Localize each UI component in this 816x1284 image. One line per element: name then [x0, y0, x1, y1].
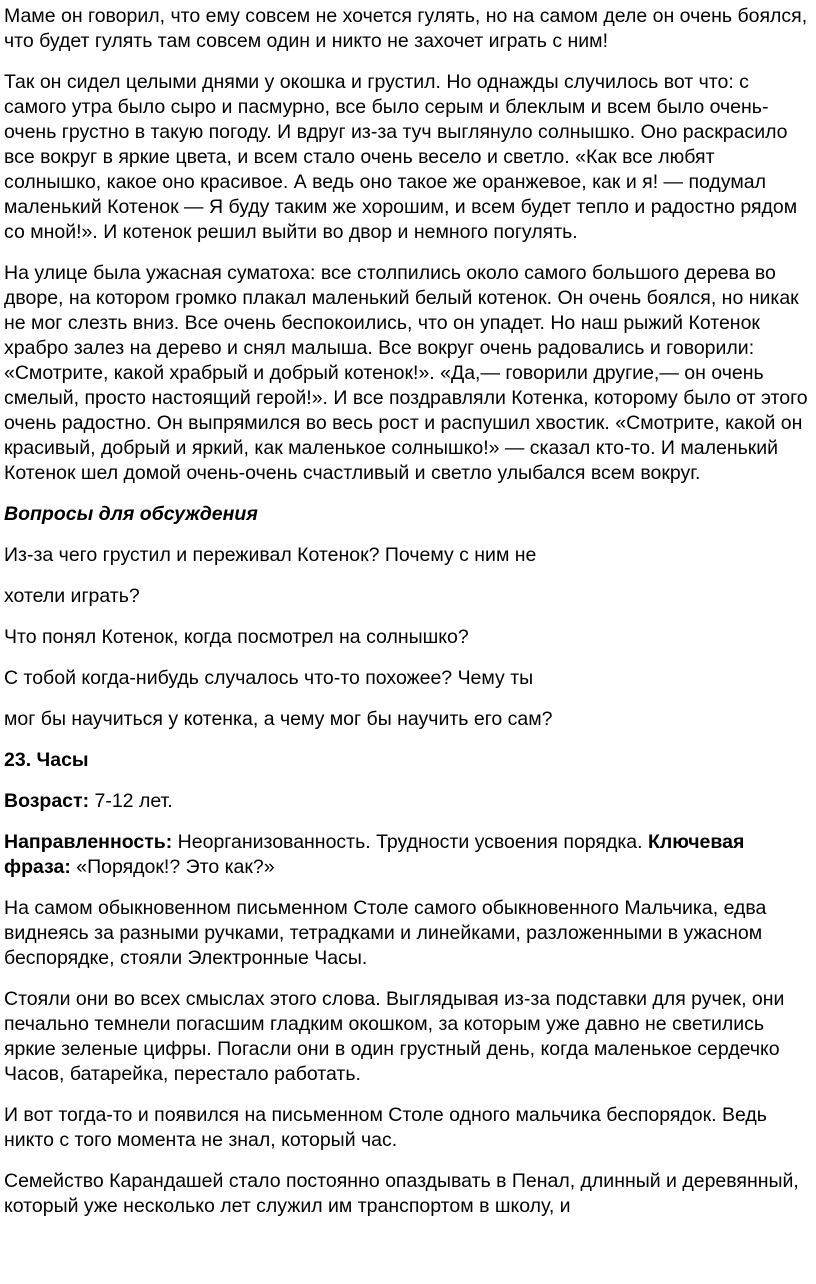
story-paragraph: Семейство Карандашей стало постоянно опаздывать в Пенал, длинный и деревянный, который уже несколько лет служил им транспортом в школу, и: [4, 1170, 799, 1217]
question-line: мог бы научиться у котенка, а чему мог бы научить его сам?: [4, 708, 553, 730]
story-paragraph: И вот тогда-то и появился на письменном Столе одного мальчика беспорядок. Ведь никто с того момента не знал, который час.: [4, 1104, 767, 1151]
age-label: Возраст:: [4, 790, 90, 812]
question-line: хотели играть?: [4, 585, 140, 607]
questions-heading: Вопросы для обсуждения: [4, 503, 258, 525]
section-title: [4, 748, 808, 773]
paragraph: Маме он говорил, что ему совсем не хочется гулять, но на самом деле он очень боялся, что будет гулять там совсем один и никто не захочет играть с ним!: [4, 5, 808, 52]
question-line: С тобой когда-нибудь случалось что-то похожее? Чему ты: [4, 667, 534, 689]
key-phrase-value: «Порядок!? Это как?»: [70, 856, 275, 878]
age-value: 7-12 лет.: [89, 790, 173, 812]
question-line: Из-за чего грустил и переживал Котенок? Почему с ним не: [4, 544, 537, 566]
focus-label: Направленность:: [4, 831, 173, 853]
focus-line: [4, 830, 808, 880]
age-line: [4, 789, 808, 814]
paragraph: Так он сидел целыми днями у окошка и грустил. Но однажды случилось вот что: с самого утра было сыро и пасмурно, все было серым и блеклым и всем было очень-очень грустно в такую погоду. И вдруг из-за туч выглянуло солнышко. Оно раскрасило все вокруг в яркие цвета, и всем стало очень весело и светло. «Как все любят солнышко, какое оно красивое. А ведь оно такое же оранжевое, как и я! — подумал маленький Котенок — Я буду таким же хорошим, и всем будет тепло и радостно рядом со мной!». И котенок решил выйти во двор и немного погулять.: [4, 71, 798, 243]
focus-value: Неорганизованность. Трудности усвоения порядка.: [172, 831, 648, 853]
story-paragraph: На самом обыкновенном письменном Столе самого обыкновенного Мальчика, едва виднеясь за разными ручками, тетрадками и линейками, разложенными в ужасном беспорядке, стояли Электронные Часы.: [4, 897, 767, 969]
key-phrase-label: Ключевая фраза:: [4, 831, 745, 878]
question-line: Что понял Котенок, когда посмотрел на солнышко?: [4, 626, 469, 648]
story-paragraph: Стояли они во всех смыслах этого слова. Выглядывая из-за подставки для ручек, они печально темнели погасшим гладким окошком, за которым уже давно не светились яркие зеленые цифры. Погасли они в один грустный день, когда маленькое сердечко Часов, батарейка, перестало работать.: [4, 988, 785, 1085]
paragraph: На улице была ужасная суматоха: все столпились около самого большого дерева во дворе, на котором громко плакал маленький белый котенок. Он очень боялся, но никак не мог слезть вниз. Все очень беспокоились, что он упадет. Но наш рыжий Котенок храбро залез на дерево и снял малыша. Все вокруг очень радовались и говорили: «Смотрите, какой храбрый и добрый котенок!». «Да,— говорили другие,— он очень смелый, просто настоящий герой!». И все поздравляли Котенка, которому было от этого очень радостно. Он выпрямился во весь рост и распушил хвостик. «Смотрите, какой он красивый, добрый и яркий, как маленькое солнышко!» — сказал кто-то. И маленький Котенок шел домой очень-очень счастливый и светло улыбался всем вокруг.: [4, 262, 808, 484]
section-title-text: 23. Часы: [4, 749, 89, 771]
